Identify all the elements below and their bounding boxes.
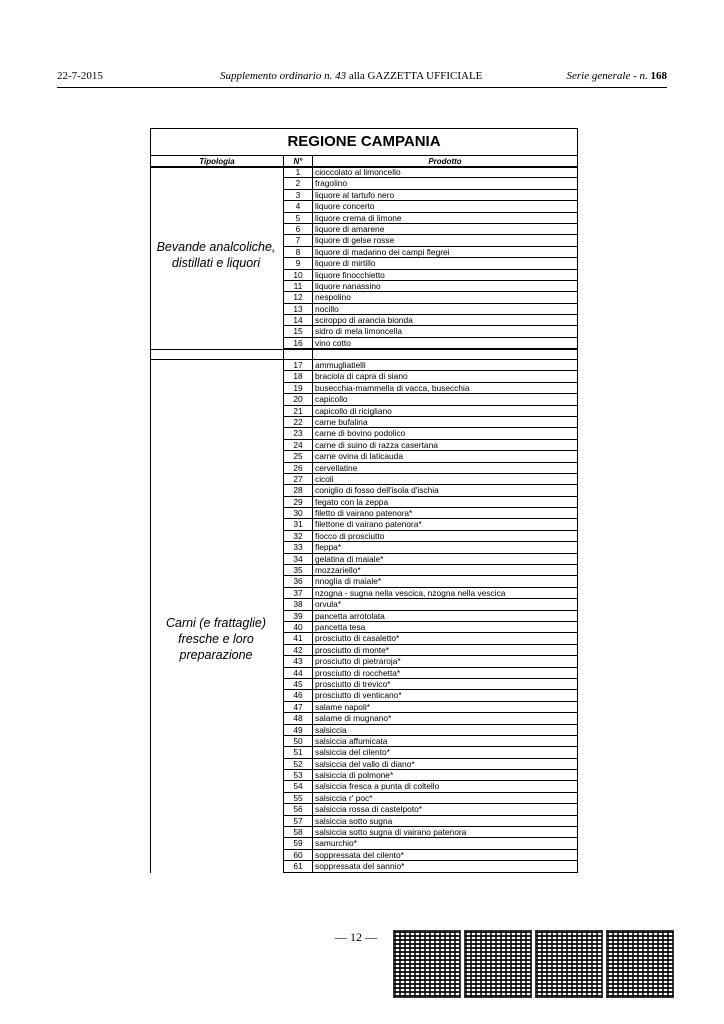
- row-number: 3: [295, 189, 301, 200]
- barcode-image-1: [393, 930, 461, 998]
- row-number: 31: [293, 519, 303, 530]
- row-product: liquore al tartufo nero: [315, 189, 395, 200]
- row-product: coniglio di fosso dell'isola d'ischia: [315, 485, 439, 496]
- table-row: [284, 633, 578, 644]
- row-number: 58: [293, 827, 303, 838]
- row-number: 27: [293, 473, 303, 484]
- table-row: [284, 360, 578, 371]
- table-row: [284, 474, 578, 485]
- row-product: soppressata del cilento*: [315, 849, 404, 860]
- rows-group-carni: [284, 360, 578, 873]
- table-row: [284, 383, 578, 394]
- row-number: 53: [293, 770, 303, 781]
- row-number: 11: [293, 280, 303, 291]
- table-row: [284, 190, 578, 201]
- row-number: 18: [293, 371, 303, 382]
- row-number: 5: [295, 212, 301, 223]
- row-number: 12: [293, 292, 303, 303]
- row-product: liquore finocchietto: [315, 269, 385, 280]
- row-product: carne di bovino podolico: [315, 428, 406, 439]
- table-row: [284, 725, 578, 736]
- table-row: [284, 406, 578, 417]
- category-carni: [152, 615, 280, 663]
- row-number: 30: [293, 508, 303, 519]
- row-product: salsiccia: [315, 724, 347, 735]
- table-row: [284, 258, 578, 269]
- row-product: cioccolato al limoncello: [315, 167, 401, 177]
- row-number: 59: [293, 838, 303, 849]
- row-number: 51: [293, 747, 303, 758]
- row-number: 16: [293, 337, 303, 348]
- row-product: prosciutto di monte*: [315, 644, 390, 655]
- header-serie-label: Serie generale - n.: [566, 70, 648, 82]
- row-product: busecchia-mammella di vacca, busecchia: [315, 382, 470, 393]
- table-row: [284, 497, 578, 508]
- row-number: 23: [293, 428, 303, 439]
- row-product: capicollo: [315, 394, 348, 405]
- row-product: prosciutto di casaletto*: [315, 633, 400, 644]
- table-row: [284, 804, 578, 815]
- table-row: [284, 531, 578, 542]
- table-row: [284, 747, 578, 758]
- row-product: prosciutto di rocchetta*: [315, 667, 401, 678]
- table-row: [284, 565, 578, 576]
- row-product: sciroppo di arancia bionda: [315, 315, 413, 326]
- table-row: [284, 838, 578, 849]
- row-product: fleppa*: [315, 542, 342, 553]
- row-number: 21: [293, 405, 303, 416]
- table-row: [284, 690, 578, 701]
- table-row: [284, 508, 578, 519]
- table-row: [284, 679, 578, 690]
- row-number: 6: [295, 223, 301, 234]
- group-separator-top: [150, 349, 578, 350]
- header-supplement: Supplemento ordinario n. 43: [220, 70, 347, 82]
- row-product: fegato con la zeppa: [315, 496, 389, 507]
- row-number: 4: [295, 201, 301, 212]
- row-product: nespolino: [315, 292, 351, 303]
- row-number: 33: [293, 542, 303, 553]
- row-number: 42: [293, 644, 303, 655]
- row-number: 43: [293, 656, 303, 667]
- page-number: — 12 —: [335, 930, 377, 944]
- table-row: [284, 702, 578, 713]
- column-header-tipologia: Tipologia: [150, 155, 284, 168]
- row-product: fragolino: [315, 178, 348, 189]
- row-number: 26: [293, 462, 303, 473]
- row-number: 9: [295, 258, 301, 269]
- table-row: [284, 224, 578, 235]
- table-row: [284, 304, 578, 315]
- row-product: filettone di vairano patenora*: [315, 519, 422, 530]
- table-row: [284, 167, 578, 178]
- table-row: [284, 338, 578, 349]
- category-carni-line-1: Carni (e frattaglie): [165, 616, 267, 630]
- row-number: 48: [293, 713, 303, 724]
- row-number: 2: [295, 178, 301, 189]
- row-product: salsiccia fresca a punta di coltello: [315, 781, 440, 792]
- table-row: [284, 463, 578, 474]
- row-product: prosciutto di pietraroja*: [315, 656, 401, 667]
- row-number: 35: [293, 565, 303, 576]
- row-number: 32: [293, 530, 303, 541]
- table-row: [284, 440, 578, 451]
- table-row: [284, 668, 578, 679]
- table-row: [284, 213, 578, 224]
- table-row: [284, 281, 578, 292]
- row-product: capicollo di ricigliano: [315, 405, 392, 416]
- row-product: salsiccia affumicata: [315, 735, 388, 746]
- row-product: filetto di vairano patenora*: [315, 508, 413, 519]
- table-row: [284, 417, 578, 428]
- row-product: prosciutto di venticano*: [315, 690, 402, 701]
- row-product: ammugliatielli: [315, 360, 366, 370]
- row-product: soppressata del sannio*: [315, 861, 405, 872]
- row-number: 19: [293, 382, 303, 393]
- row-number: 54: [293, 781, 303, 792]
- row-number: 28: [293, 485, 303, 496]
- row-number: 60: [293, 849, 303, 860]
- row-number: 50: [293, 735, 303, 746]
- table-row: [284, 326, 578, 337]
- table-row: [284, 599, 578, 610]
- row-product: salsiccia rossa di castelpoto*: [315, 804, 423, 815]
- table-row: [284, 736, 578, 747]
- table-row: [284, 850, 578, 861]
- row-number: 38: [293, 599, 303, 610]
- row-number: 1: [295, 167, 301, 177]
- table-row: [284, 292, 578, 303]
- row-number: 13: [293, 303, 303, 314]
- row-number: 52: [293, 758, 303, 769]
- row-product: salsiccia r' poc*: [315, 792, 373, 803]
- table-row: [284, 542, 578, 553]
- table-row: [284, 576, 578, 587]
- table-row: [284, 645, 578, 656]
- row-product: salame napoli*: [315, 701, 370, 712]
- table-row: [284, 235, 578, 246]
- row-product: samurchio*: [315, 838, 357, 849]
- row-number: 49: [293, 724, 303, 735]
- row-product: fiocco di prosciutto: [315, 530, 385, 541]
- table-row: [284, 485, 578, 496]
- row-number: 22: [293, 416, 303, 427]
- row-product: carne ovina di laticauda: [315, 451, 403, 462]
- column-header-number: N°: [284, 155, 312, 168]
- row-number: 46: [293, 690, 303, 701]
- row-product: liquore di madarino dei campi flegrei: [315, 246, 450, 257]
- row-product: cervellatine: [315, 462, 358, 473]
- header-gazzetta: alla GAZZETTA UFFICIALE: [348, 70, 483, 82]
- table-row: [284, 315, 578, 326]
- barcode-image-4: [606, 930, 674, 998]
- table-row: [284, 793, 578, 804]
- row-number: 39: [293, 610, 303, 621]
- row-product: nnoglia di maiale*: [315, 576, 382, 587]
- header-serie-number: 168: [650, 70, 667, 82]
- rows-group-bevande: [284, 167, 578, 349]
- category-bevande-line-2: distillati e liquori: [171, 256, 261, 270]
- row-product: pancetta tesa: [315, 621, 366, 632]
- table-border-left: [150, 128, 151, 873]
- table-row: [284, 713, 578, 724]
- row-product: sidro di mela limoncella: [315, 326, 403, 337]
- table-row: [284, 611, 578, 622]
- row-product: liquore concerto: [315, 201, 375, 212]
- table-row: [284, 554, 578, 565]
- table-row: [284, 861, 578, 872]
- table-row: [284, 451, 578, 462]
- row-product: salsiccia del vallo di diano*: [315, 758, 415, 769]
- row-product: salsiccia di polmone*: [315, 770, 394, 781]
- row-product: vino cotto: [315, 337, 351, 348]
- barcode-image-2: [464, 930, 532, 998]
- header-rule: [57, 87, 667, 88]
- header-publication: [220, 70, 482, 82]
- row-product: liquore di amarene: [315, 223, 385, 234]
- row-number: 10: [293, 269, 303, 280]
- row-product: salsiccia del cilento*: [315, 747, 390, 758]
- row-number: 7: [295, 235, 301, 246]
- table-row: [284, 827, 578, 838]
- table-row: [284, 759, 578, 770]
- table-row: [284, 656, 578, 667]
- table-row: [284, 781, 578, 792]
- row-product: liquore crema di limone: [315, 212, 402, 223]
- row-product: orvula*: [315, 599, 342, 610]
- table-row: [284, 247, 578, 258]
- row-product: cicoli: [315, 473, 334, 484]
- row-number: 14: [293, 315, 303, 326]
- row-number: 41: [293, 633, 303, 644]
- table-row: [284, 201, 578, 212]
- row-product: pancetta arrotolata: [315, 610, 385, 621]
- table-title: REGIONE CAMPANIA: [150, 128, 578, 155]
- header-serie: [567, 70, 668, 82]
- category-carni-line-3: preparazione: [179, 648, 253, 662]
- barcode-image-3: [535, 930, 603, 998]
- header-date: 22-7-2015: [57, 70, 103, 82]
- table-row: [284, 394, 578, 405]
- table-row: [284, 519, 578, 530]
- row-product: nzogna - sugna nella vescica, nzogna nella vescica: [315, 587, 506, 598]
- row-product: mozzariello*: [315, 565, 361, 576]
- row-number: 56: [293, 804, 303, 815]
- row-product: liquore di gelse rosse: [315, 235, 395, 246]
- column-header-prodotto: Prodotto: [312, 155, 578, 168]
- row-number: 47: [293, 701, 303, 712]
- row-product: prosciutto di trevico*: [315, 678, 391, 689]
- table-row: [284, 178, 578, 189]
- row-number: 17: [293, 360, 303, 370]
- row-number: 15: [293, 326, 303, 337]
- row-number: 61: [293, 861, 303, 872]
- row-number: 44: [293, 667, 303, 678]
- row-product: salsiccia sotto sugna: [315, 815, 393, 826]
- row-product: liquore nanassino: [315, 280, 381, 291]
- row-product: salame di mugnano*: [315, 713, 392, 724]
- row-number: 40: [293, 621, 303, 632]
- row-number: 34: [293, 553, 303, 564]
- row-product: nocillo: [315, 303, 339, 314]
- category-bevande: [152, 239, 280, 271]
- table-row: [284, 816, 578, 827]
- row-number: 57: [293, 815, 303, 826]
- product-table: [150, 128, 578, 873]
- category-carni-line-2: fresche e loro: [178, 632, 254, 646]
- row-product: liquore di mirtillo: [315, 258, 376, 269]
- table-row: [284, 770, 578, 781]
- row-number: 25: [293, 451, 303, 462]
- table-row: [284, 622, 578, 633]
- table-row: [284, 428, 578, 439]
- row-product: gelatina di maiale*: [315, 553, 384, 564]
- row-product: braciola di capra di siano: [315, 371, 408, 382]
- row-number: 45: [293, 678, 303, 689]
- running-header: [57, 70, 667, 84]
- row-number: 8: [295, 246, 301, 257]
- row-number: 29: [293, 496, 303, 507]
- row-number: 37: [293, 587, 303, 598]
- table-row: [284, 270, 578, 281]
- row-number: 36: [293, 576, 303, 587]
- row-number: 55: [293, 792, 303, 803]
- row-line: [284, 872, 578, 873]
- row-product: carne bufalina: [315, 416, 368, 427]
- row-number: 20: [293, 394, 303, 405]
- table-row: [284, 371, 578, 382]
- table-row: [284, 588, 578, 599]
- row-number: 24: [293, 439, 303, 450]
- row-product: carne di suino di razza casertana: [315, 439, 438, 450]
- category-bevande-line-1: Bevande analcoliche,: [156, 240, 276, 254]
- row-product: salsiccia sotto sugna di vairano patenora: [315, 827, 467, 838]
